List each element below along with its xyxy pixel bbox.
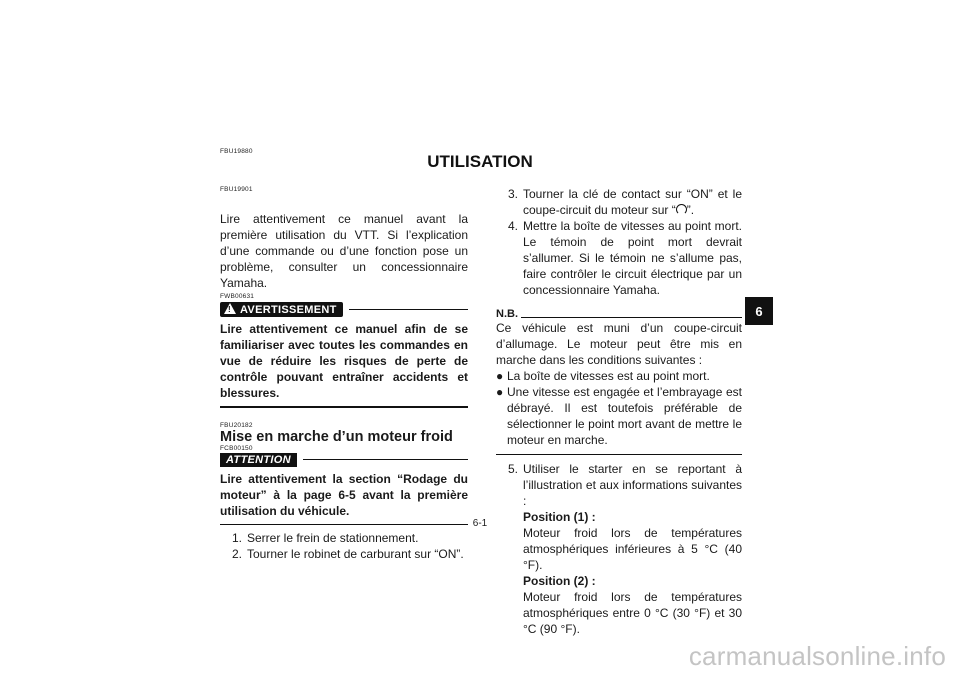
position-2-text: Moteur froid lors de températures atmosphériques entre 0 °C (30 °F) et 30 °C (90 °F). <box>523 590 742 636</box>
right-column <box>496 186 742 637</box>
list-item: 1. Serrer le frein de stationnement. <box>231 531 419 545</box>
left-column <box>220 186 468 562</box>
section-heading: Mise en marche d’un moteur froid <box>220 428 453 445</box>
warning-badge: ! AVERTISSEMENT <box>220 302 343 317</box>
list-item: ● La boîte de vitesses est au point mort. <box>496 369 710 383</box>
page-number: 6-1 <box>472 518 488 529</box>
section-code: FBU19880 <box>220 148 253 155</box>
page-title: UTILISATION <box>427 152 533 171</box>
position-2-label: Position (2) : <box>523 574 596 588</box>
position-1-label: Position (1) : <box>523 510 596 524</box>
attention-text: Lire attentivement la section “Rodage du moteur” à la page 6-5 avant la première utilisation du véhicule. <box>220 471 468 518</box>
intro-paragraph: Lire attentivement ce manuel avant la première utilisation du VTT. Si l’explication d’une commande ou d’une fonction pose un problème, consulter un concessionnaire Yamaha. <box>220 212 468 290</box>
warning-text: Lire attentivement ce manuel afin de se familiariser avec toutes les commandes en vue de réduire les risques de perte de contrôle pouvant entraîner accidents et blessures. <box>220 322 468 400</box>
warning-code: FWB00631 <box>220 293 255 300</box>
watermark: carmanualsonline.info <box>688 641 946 671</box>
paragraph-code: FBU19901 <box>220 186 253 193</box>
list-item: 3. Tourner la clé de contact sur “ON” et le coupe-circuit du moteur sur “ ”. <box>507 187 742 217</box>
nb-rule <box>496 454 742 455</box>
attention-header <box>220 453 468 467</box>
warning-header <box>220 302 468 317</box>
list-item: ● Une vitesse est engagée et l’embrayage est débrayé. Il est toutefois préférable de sélectionner le point mort avant de mettre le moteur en marche. <box>496 385 742 447</box>
nb-header: N.B. <box>496 308 742 320</box>
list-item: 2. Tourner le robinet de carburant sur “ON”. <box>231 547 464 561</box>
chapter-tab: 6 <box>745 297 773 325</box>
list-item: 4. Mettre la boîte de vitesses au point mort. Le témoin de point mort devrait s’allumer. Si le témoin ne s’allume pas, faire contrôler le circuit électrique par un concessionnaire Yamaha. <box>507 219 742 297</box>
steps-list-left <box>220 530 468 562</box>
nb-text: Ce véhicule est muni d’un coupe-circuit d’allumage. Le moteur peut être mis en marche dans les conditions suivantes : <box>496 321 742 367</box>
position-1-text: Moteur froid lors de températures atmosphériques inférieures à 5 °C (40 °F). <box>523 526 742 572</box>
warning-icon: ! <box>224 303 236 314</box>
list-item: 5. Utiliser le starter en se reportant à l’illustration et aux informations suivantes : Position (1) : Moteur froid lors de températures atmosphériques inférieures à 5 °C (40 °F). Position (2) : Moteur froid lors de températures atmosphériques entre 0 °C (30 °F) et 30 °C (90 °F). <box>507 462 742 636</box>
attention-code: FCB00150 <box>220 444 253 452</box>
engine-switch-run-icon <box>676 204 687 215</box>
steps-list-right <box>496 186 742 298</box>
attention-badge: ATTENTION <box>220 453 297 467</box>
section-code: FBU20182 <box>220 421 253 429</box>
warning-rule <box>220 406 468 408</box>
